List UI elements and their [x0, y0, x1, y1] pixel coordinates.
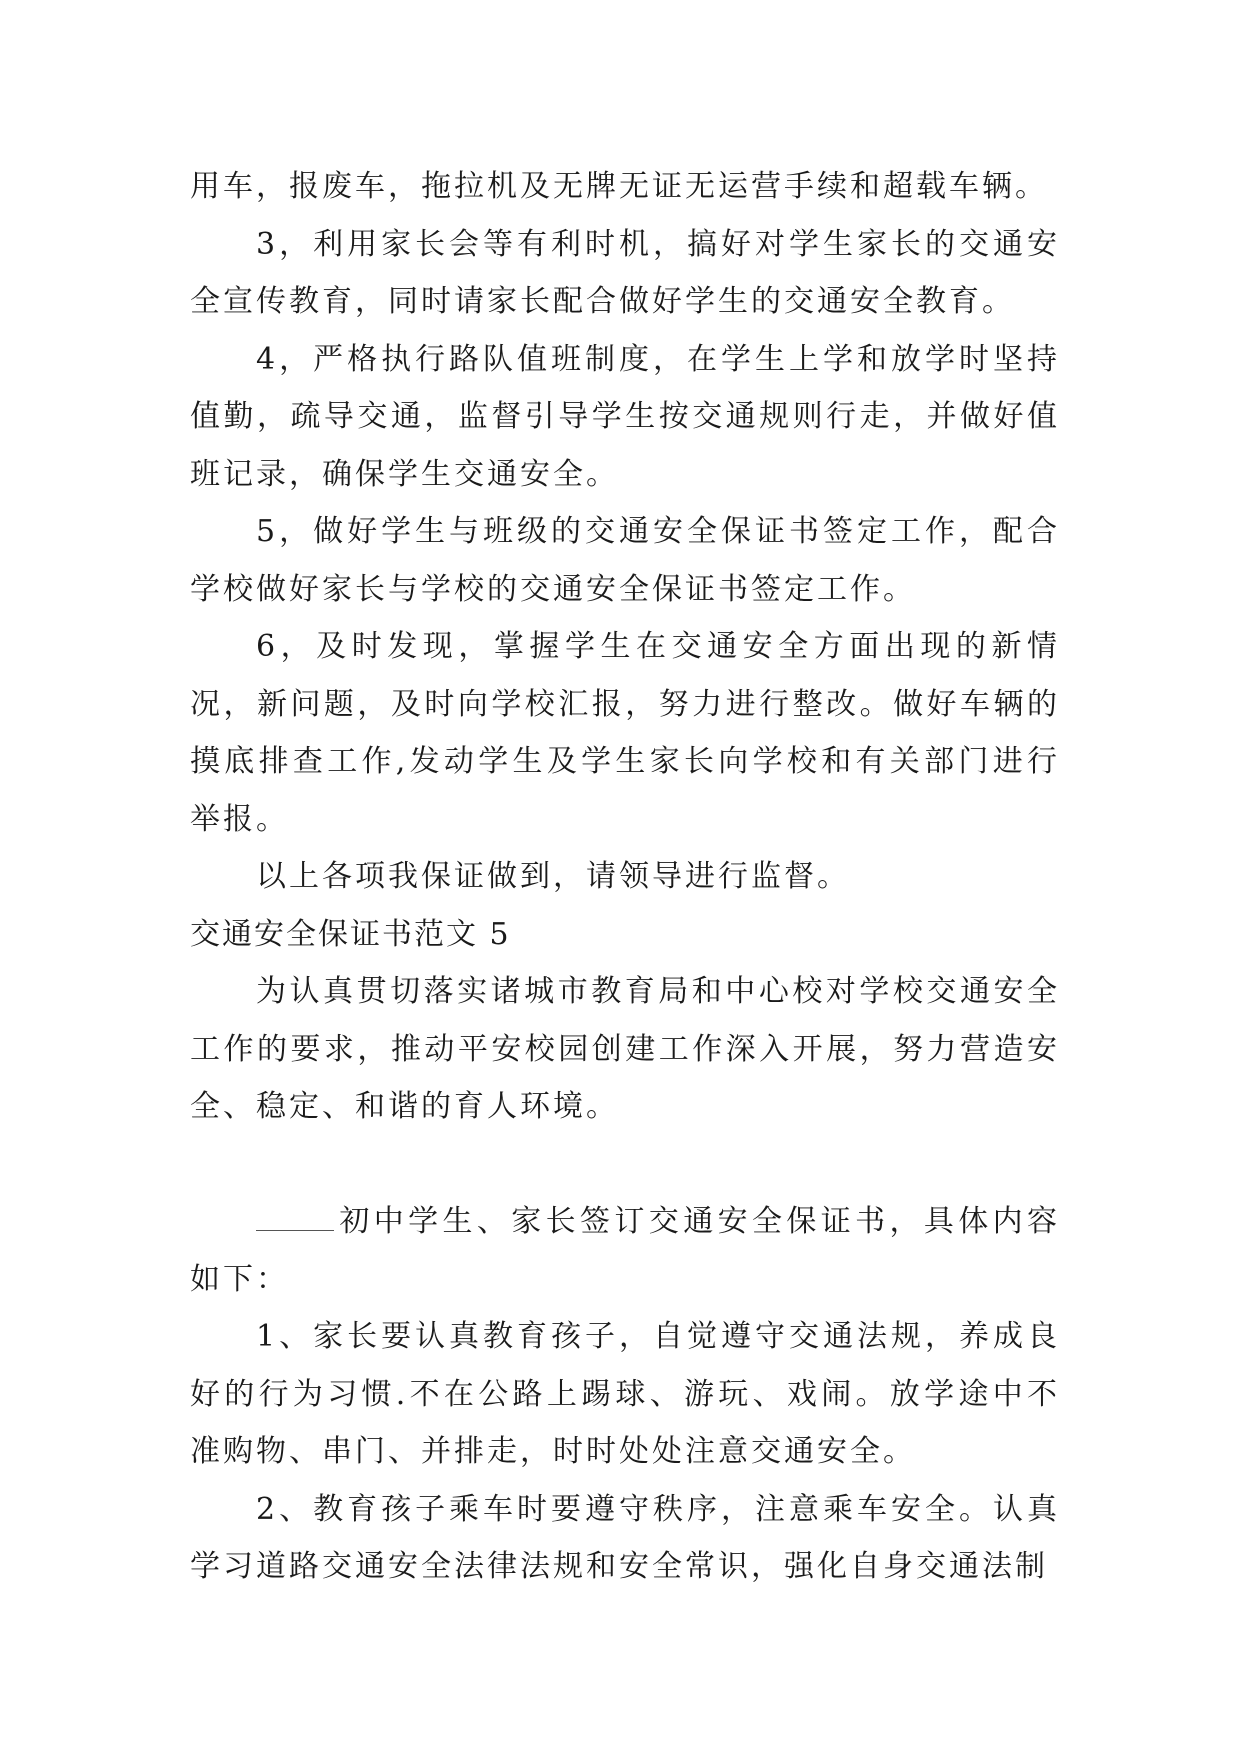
fill-in-blank — [256, 1200, 334, 1231]
paragraph-item-3: 3，利用家长会等有利时机，搞好对学生家长的交通安全宣传教育，同时请家长配合做好学生的交通安全教育。 — [190, 226, 1060, 319]
blank-line — [190, 1136, 1060, 1194]
paragraph-closing: 以上各项我保证做到，请领导进行监督。 — [256, 859, 850, 894]
paragraph-with-blank — [190, 1193, 1060, 1308]
list-item-1: 1、家长要认真教育孩子，自觉遵守交通法规，养成良好的行为习惯.不在公路上踢球、游玩、戏闹。放学途中不准购物、串门、并排走，时时处处注意交通安全。 — [190, 1319, 1060, 1469]
paragraph-item-6: 6，及时发现，掌握学生在交通安全方面出现的新情况，新问题，及时向学校汇报，努力进行整改。做好车辆的摸底排查工作,发动学生及学生家长向学校和有关部门进行举报。 — [190, 629, 1060, 837]
list-item-2: 2、教育孩子乘车时要遵守秩序，注意乘车安全。认真学习道路交通安全法律法规和安全常识，强化自身交通法制 — [190, 1491, 1060, 1584]
paragraph-with-blank-text: 初中学生、家长签订交通安全保证书，具体内容如下： — [190, 1204, 1060, 1297]
paragraph-item-5: 5，做好学生与班级的交通安全保证书签定工作，配合学校做好家长与学校的交通安全保证书签定工作。 — [190, 514, 1060, 607]
section-title: 交通安全保证书范文 5 — [190, 916, 511, 952]
paragraph-item-4: 4，严格执行路队值班制度，在学生上学和放学时坚持值勤，疏导交通，监督引导学生按交通规则行走，并做好值班记录，确保学生交通安全。 — [190, 341, 1060, 492]
paragraph-intro: 为认真贯切落实诸城市教育局和中心校对学校交通安全工作的要求，推动平安校园创建工作深入开展，努力营造安全、稳定、和谐的育人环境。 — [190, 974, 1060, 1124]
document-body — [190, 158, 1060, 1596]
paragraph-continuation: 用车，报废车，拖拉机及无牌无证无运营手续和超载车辆。 — [190, 169, 1048, 204]
